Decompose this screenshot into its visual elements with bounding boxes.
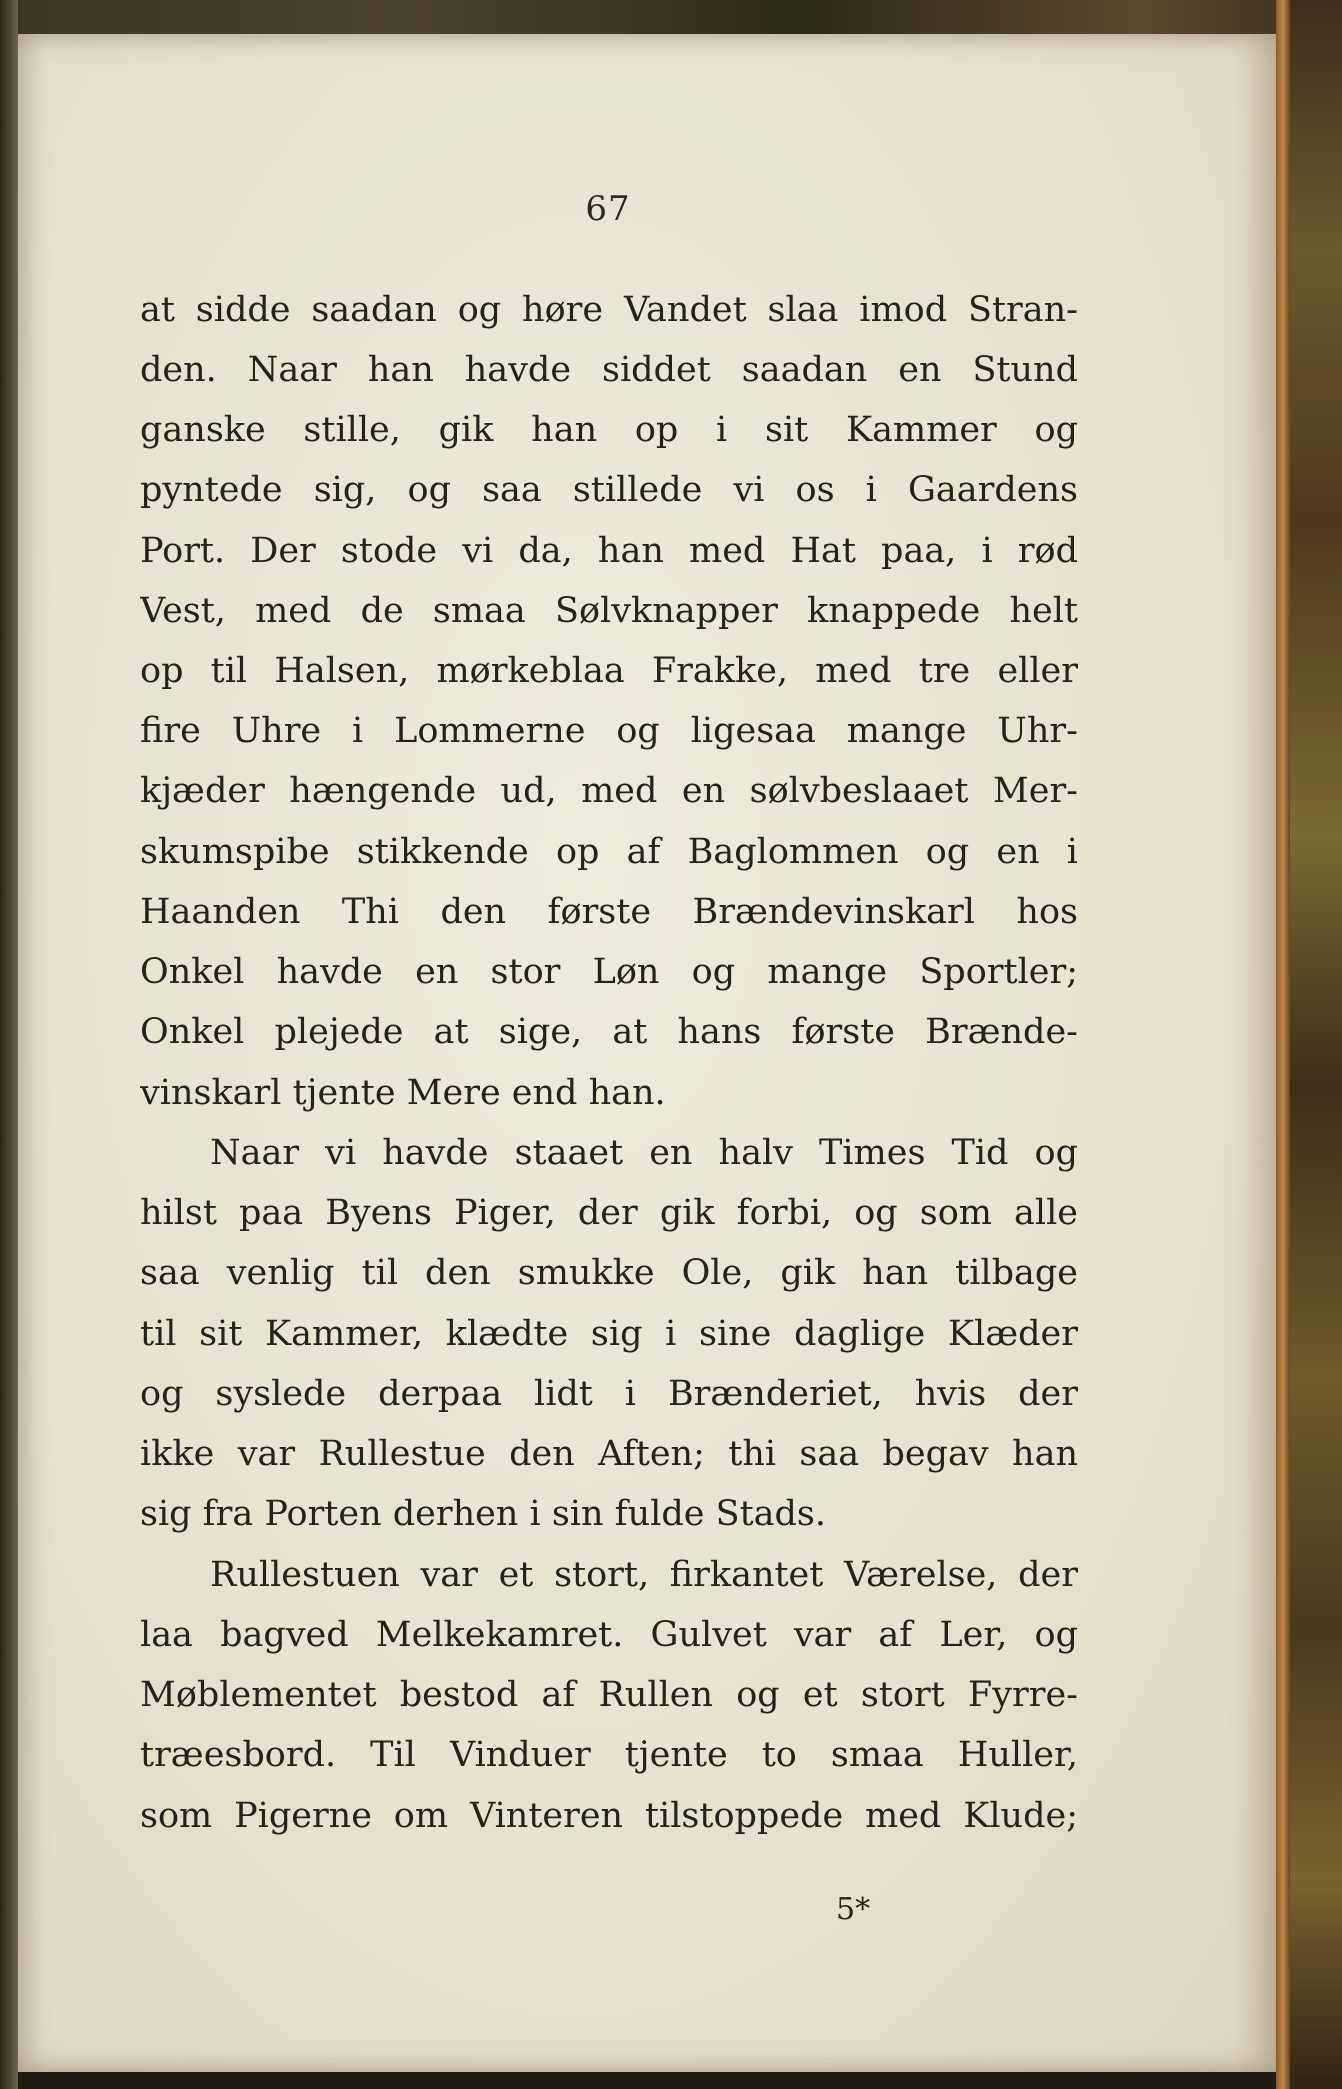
text-line: Onkel plejede at sige, at hans første Brænde-: [140, 1012, 1078, 1052]
text-line: som Pigerne om Vinteren tilstoppede med Klude;: [140, 1796, 1078, 1836]
paragraph-start-line: Rullestuen var et stort, firkantet Værelse, der: [210, 1555, 1078, 1595]
book-page: [18, 34, 1276, 2072]
text-line: hilst paa Byens Piger, der gik forbi, og som alle: [140, 1193, 1078, 1233]
book-spine: [1276, 0, 1290, 2089]
text-line: saa venlig til den smukke Ole, gik han tilbage: [140, 1253, 1078, 1293]
text-line: pyntede sig, og saa stillede vi os i Gaardens: [140, 470, 1078, 510]
page-number: 67: [585, 189, 631, 229]
text-line: Møblementet bestod af Rullen og et stort Fyrre-: [140, 1675, 1078, 1715]
book-left-edge: [0, 0, 18, 2089]
text-line: Haanden Thi den første Brændevinskarl hos: [140, 892, 1078, 932]
text-line: Onkel havde en stor Løn og mange Sportler;: [140, 952, 1078, 992]
text-line: Vest, med de smaa Sølvknapper knappede helt: [140, 591, 1078, 631]
paragraph-start-line: Naar vi havde staaet en halv Times Tid og: [210, 1133, 1078, 1173]
text-line: skumspibe stikkende op af Baglommen og en i: [140, 832, 1078, 872]
text-line: sig fra Porten derhen i sin fulde Stads.: [140, 1494, 826, 1534]
text-line: Port. Der stode vi da, han med Hat paa, i rød: [140, 531, 1078, 571]
signature-mark: 5*: [836, 1892, 871, 1927]
text-line: og syslede derpaa lidt i Brænderiet, hvis der: [140, 1374, 1078, 1414]
text-line: fire Uhre i Lommerne og ligesaa mange Uhr-: [140, 711, 1078, 751]
text-line: vinskarl tjente Mere end han.: [140, 1073, 666, 1113]
book-top-edge: [0, 0, 1342, 34]
text-line: ganske stille, gik han op i sit Kammer og: [140, 410, 1078, 450]
text-line: ikke var Rullestue den Aften; thi saa begav han: [140, 1434, 1078, 1474]
text-line: til sit Kammer, klædte sig i sine daglige Klæder: [140, 1314, 1078, 1354]
text-line: den. Naar han havde siddet saadan en Stund: [140, 350, 1078, 390]
text-line: op til Halsen, mørkeblaa Frakke, med tre eller: [140, 651, 1078, 691]
text-line: træesbord. Til Vinduer tjente to smaa Huller,: [140, 1735, 1078, 1775]
text-line: at sidde saadan og høre Vandet slaa imod Stran-: [140, 290, 1078, 330]
text-line: kjæder hængende ud, med en sølvbeslaaet Mer-: [140, 771, 1078, 811]
text-line: laa bagved Melkekamret. Gulvet var af Ler, og: [140, 1615, 1078, 1655]
